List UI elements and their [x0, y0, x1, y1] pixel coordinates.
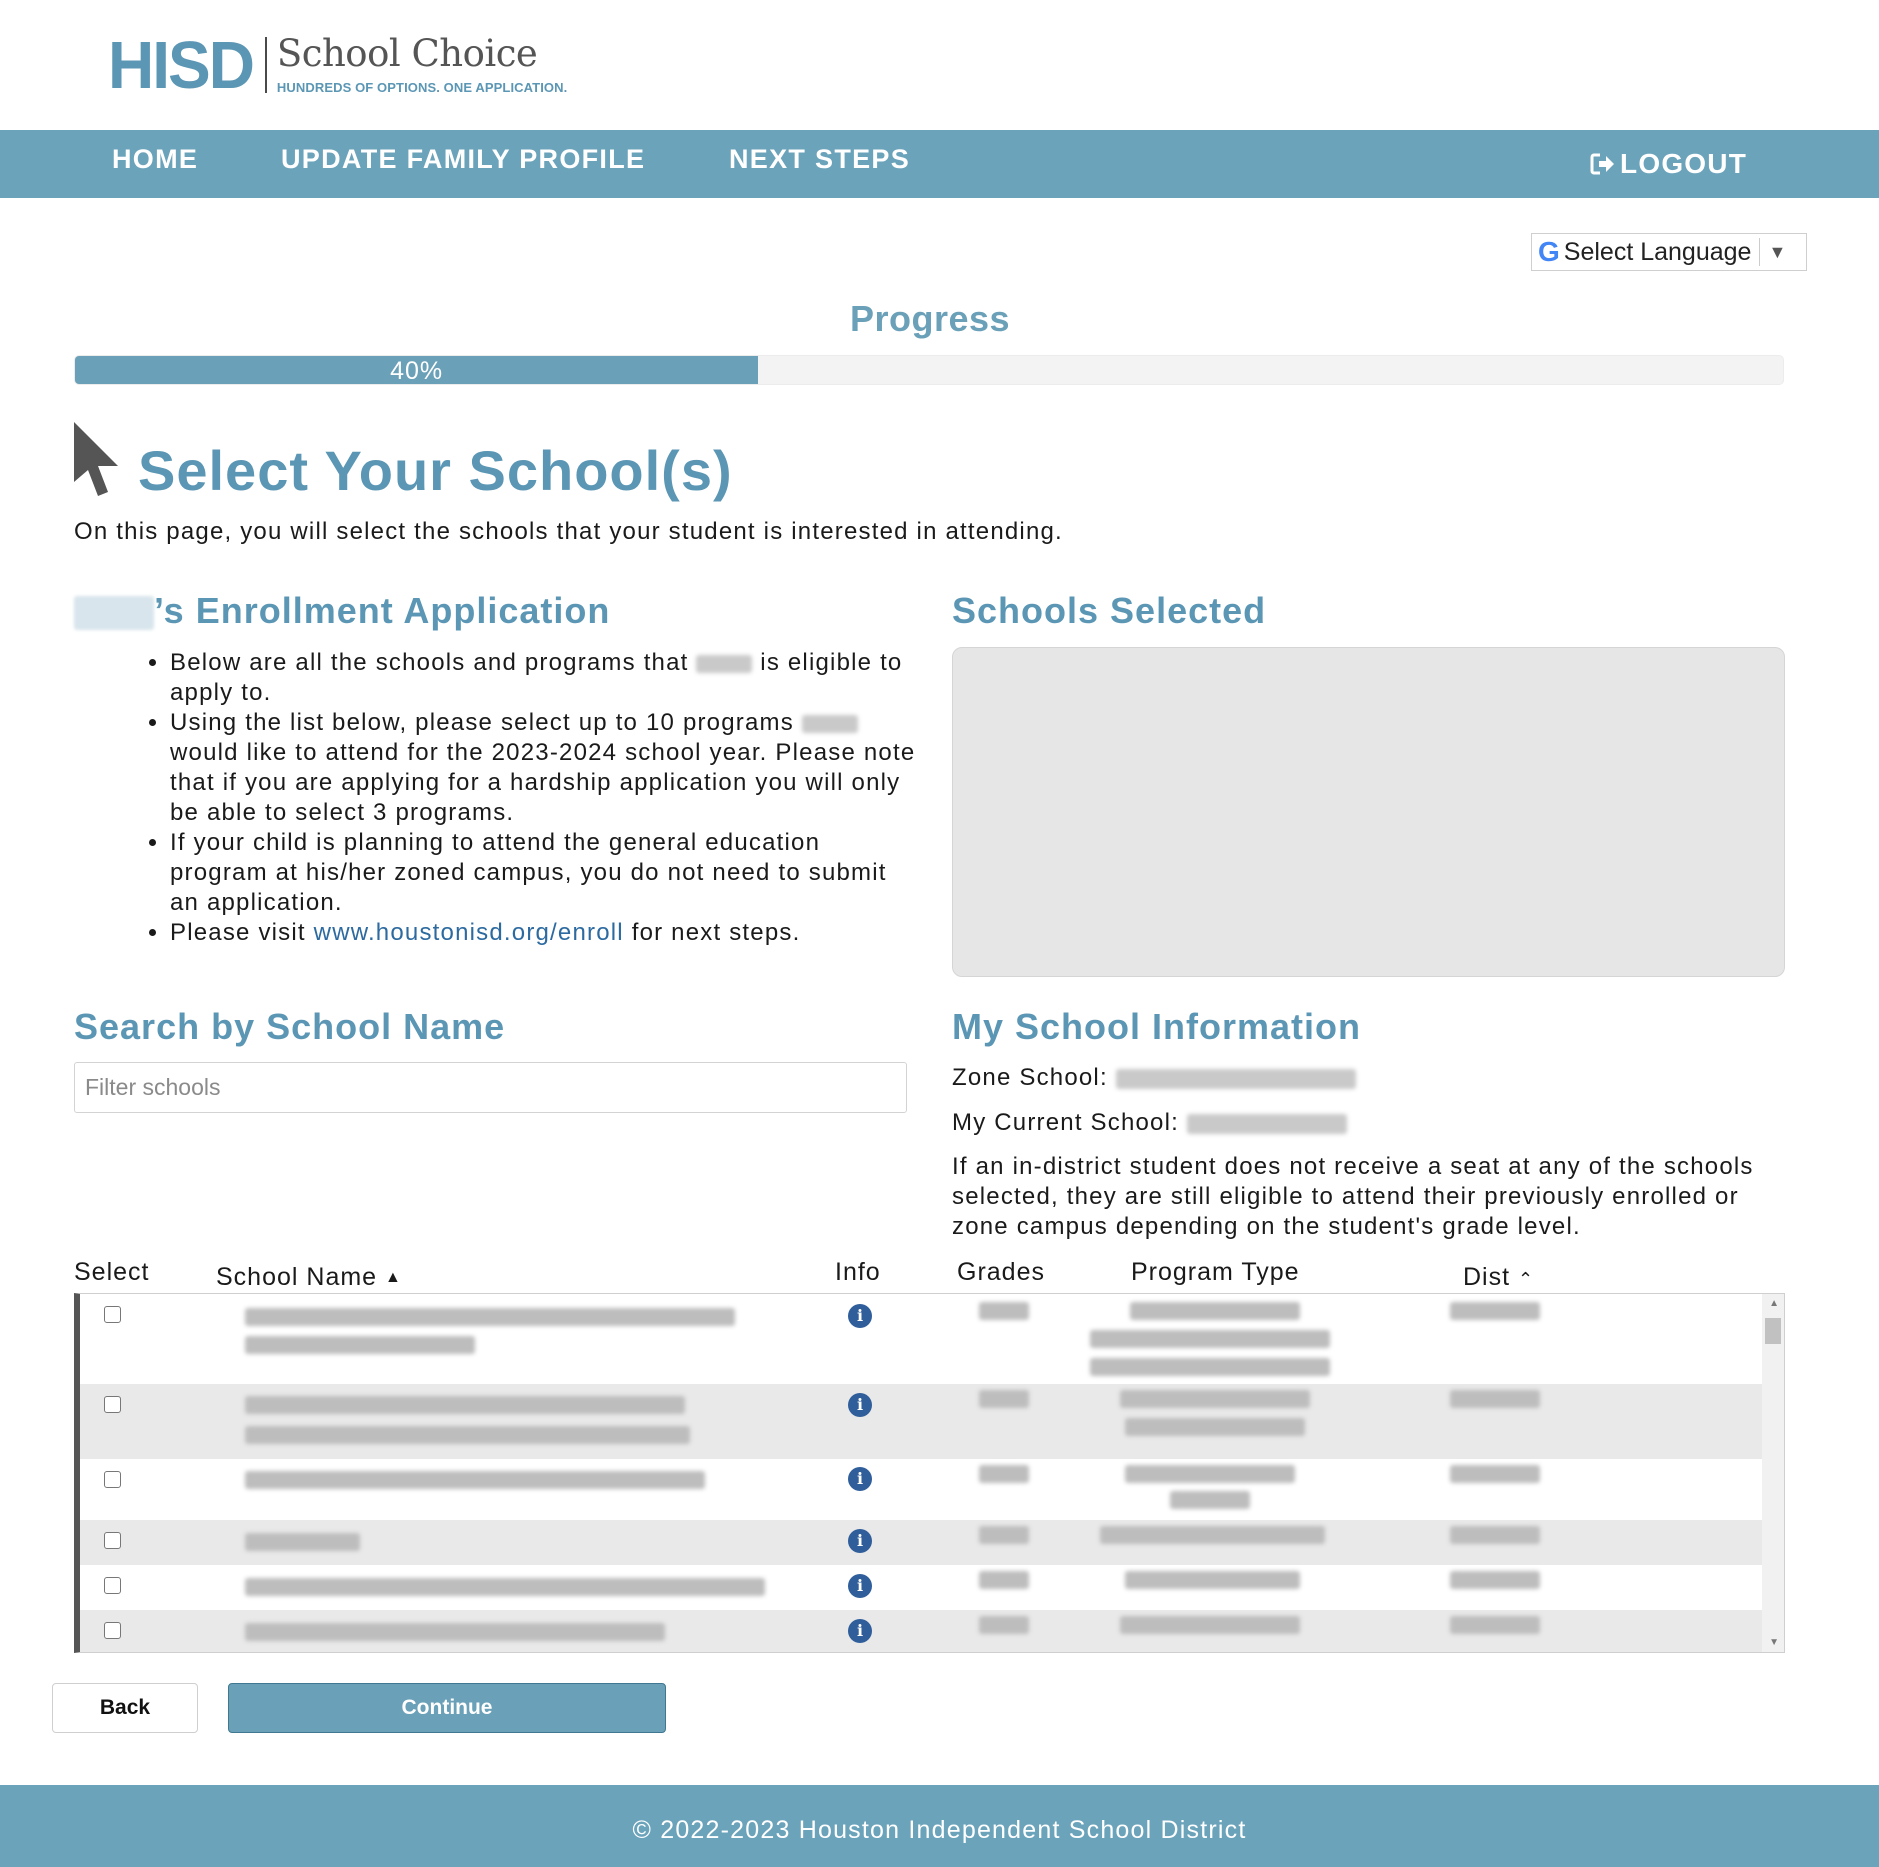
scroll-up-icon[interactable]: ▲ — [1769, 1298, 1779, 1309]
enrollment-heading — [74, 590, 610, 632]
dropdown-arrow-icon: ▼ — [1768, 241, 1787, 262]
zone-school-label: Zone School: — [952, 1064, 1108, 1091]
col-grades: Grades — [957, 1258, 1045, 1286]
select-checkbox[interactable] — [104, 1532, 121, 1549]
logo-text — [276, 32, 568, 95]
grades-redacted — [979, 1616, 1029, 1634]
current-school-line — [952, 1109, 1347, 1137]
enrollment-heading-text: ’s Enrollment Application — [154, 590, 611, 631]
school-name-redacted — [245, 1426, 690, 1444]
grades-redacted — [979, 1465, 1029, 1483]
grades-redacted — [979, 1390, 1029, 1408]
logo-title: School Choice — [276, 32, 538, 75]
program-type-redacted — [1125, 1465, 1295, 1483]
select-checkbox[interactable] — [104, 1396, 121, 1413]
logout-button[interactable] — [1590, 148, 1747, 180]
col-dist-label: Dist — [1463, 1263, 1511, 1291]
instruction-item — [170, 648, 920, 708]
table-row[interactable] — [80, 1610, 1765, 1653]
table-row[interactable] — [80, 1384, 1765, 1459]
program-type-redacted — [1125, 1418, 1305, 1436]
program-type-redacted — [1090, 1358, 1330, 1376]
seat-eligibility-note: If an in-district student does not receive a seat at any of the schools selected, they are still eligible to attend their previously enrolled or zone campus depending on the student's grade level. — [952, 1153, 1754, 1240]
redacted-student-name — [74, 596, 154, 630]
logo-divider — [265, 37, 267, 93]
select-checkbox[interactable] — [104, 1306, 121, 1323]
school-name-redacted — [245, 1578, 765, 1596]
info-icon[interactable]: i — [848, 1467, 872, 1491]
program-type-redacted — [1120, 1616, 1300, 1634]
col-program-type: Program Type — [1131, 1258, 1300, 1286]
select-checkbox[interactable] — [104, 1622, 121, 1639]
col-school-name[interactable] — [216, 1263, 402, 1292]
nav-next-steps[interactable]: NEXT STEPS — [729, 144, 911, 174]
table-row[interactable] — [80, 1294, 1765, 1384]
current-school-label: My Current School: — [952, 1109, 1180, 1136]
school-name-redacted — [245, 1533, 360, 1551]
continue-button[interactable]: Continue — [228, 1683, 666, 1733]
top-nav — [0, 130, 1879, 198]
program-type-redacted — [1100, 1526, 1325, 1544]
logout-label: LOGOUT — [1620, 148, 1747, 179]
my-school-info-heading: My School Information — [952, 1006, 1362, 1047]
page-subtitle: On this page, you will select the schools that your student is interested in attending. — [74, 518, 1063, 545]
filter-schools-input[interactable] — [74, 1062, 907, 1113]
progress-bar — [74, 355, 1784, 385]
page-title: Select Your School(s) — [138, 439, 733, 502]
schools-table[interactable] — [74, 1293, 1785, 1653]
redacted-zone-school — [1116, 1069, 1356, 1089]
zone-school-line — [952, 1064, 1356, 1092]
grades-redacted — [979, 1526, 1029, 1544]
select-checkbox[interactable] — [104, 1471, 121, 1488]
instruction-text: is eligible to apply to. — [170, 649, 903, 706]
table-row[interactable] — [80, 1520, 1765, 1565]
col-select: Select — [74, 1258, 150, 1286]
instruction-text: Using the list below, please select up to 10 programs — [170, 709, 794, 736]
school-name-redacted — [245, 1336, 475, 1354]
instruction-text: If your child is planning to attend the general education program at his/her zoned campus, you do not need to submit an application. — [170, 829, 887, 916]
distance-redacted — [1450, 1390, 1540, 1408]
info-icon[interactable]: i — [848, 1574, 872, 1598]
col-dist[interactable] — [1463, 1263, 1534, 1292]
instruction-item — [170, 708, 920, 828]
progress-fill: 40% — [75, 356, 758, 384]
pointer-cursor-icon — [72, 420, 124, 500]
footer: © 2022-2023 Houston Independent School District — [0, 1785, 1879, 1867]
instruction-text: Please visit — [170, 919, 306, 946]
table-row[interactable] — [80, 1565, 1765, 1610]
distance-redacted — [1450, 1526, 1540, 1544]
redacted-name — [802, 715, 858, 733]
distance-redacted — [1450, 1571, 1540, 1589]
distance-redacted — [1450, 1616, 1540, 1634]
enroll-link[interactable]: www.houstonisd.org/enroll — [313, 919, 624, 946]
search-heading: Search by School Name — [74, 1006, 506, 1047]
grades-redacted — [979, 1571, 1029, 1589]
redacted-name — [696, 655, 752, 673]
school-name-redacted — [245, 1471, 705, 1489]
redacted-current-school — [1187, 1114, 1347, 1134]
schools-selected-panel — [952, 647, 1785, 977]
instruction-text: Below are all the schools and programs that — [170, 649, 689, 676]
google-icon: G — [1538, 236, 1560, 267]
schools-selected-heading: Schools Selected — [952, 590, 1267, 631]
distance-redacted — [1450, 1465, 1540, 1483]
language-label: Select Language — [1563, 237, 1752, 266]
logo-brand: HISD — [108, 27, 253, 103]
info-icon[interactable]: i — [848, 1393, 872, 1417]
language-select[interactable] — [1531, 233, 1807, 271]
language-divider — [1759, 238, 1760, 266]
program-type-redacted — [1125, 1571, 1300, 1589]
back-button[interactable]: Back — [52, 1683, 198, 1733]
instruction-text: for next steps. — [631, 919, 801, 946]
program-type-redacted — [1120, 1390, 1310, 1408]
school-name-redacted — [245, 1396, 685, 1414]
info-icon[interactable]: i — [848, 1304, 872, 1328]
school-name-redacted — [245, 1623, 665, 1641]
grades-redacted — [979, 1302, 1029, 1320]
info-icon[interactable]: i — [848, 1529, 872, 1553]
hisd-logo[interactable] — [108, 27, 568, 103]
program-type-redacted — [1130, 1302, 1300, 1320]
table-row[interactable] — [80, 1459, 1765, 1520]
program-type-redacted — [1090, 1330, 1330, 1348]
instruction-text: would like to attend for the 2023-2024 school year. Please note that if you are applying for a hardship application you will only be able to select 3 programs. — [170, 739, 916, 826]
instruction-item — [170, 918, 920, 948]
logout-icon — [1590, 152, 1616, 176]
logo-tagline: HUNDREDS OF OPTIONS. ONE APPLICATION. — [276, 80, 568, 95]
instruction-item — [170, 828, 920, 918]
nav-update-family-profile[interactable]: UPDATE FAMILY PROFILE — [281, 144, 646, 174]
instructions-list — [140, 648, 920, 948]
sort-icon: ▲ — [385, 1269, 402, 1286]
info-icon[interactable]: i — [848, 1619, 872, 1643]
select-checkbox[interactable] — [104, 1577, 121, 1594]
program-type-redacted — [1170, 1491, 1250, 1509]
school-name-redacted — [245, 1308, 735, 1326]
table-scrollbar[interactable] — [1762, 1294, 1784, 1652]
distance-redacted — [1450, 1302, 1540, 1320]
col-school-name-label: School Name — [216, 1263, 378, 1291]
progress-title: Progress — [849, 298, 1011, 339]
col-info: Info — [835, 1258, 881, 1286]
nav-home[interactable]: HOME — [112, 144, 199, 174]
chevron-up-icon: ⌃ — [1518, 1269, 1535, 1289]
scroll-thumb[interactable] — [1765, 1318, 1781, 1344]
scroll-down-icon[interactable]: ▼ — [1769, 1637, 1779, 1648]
